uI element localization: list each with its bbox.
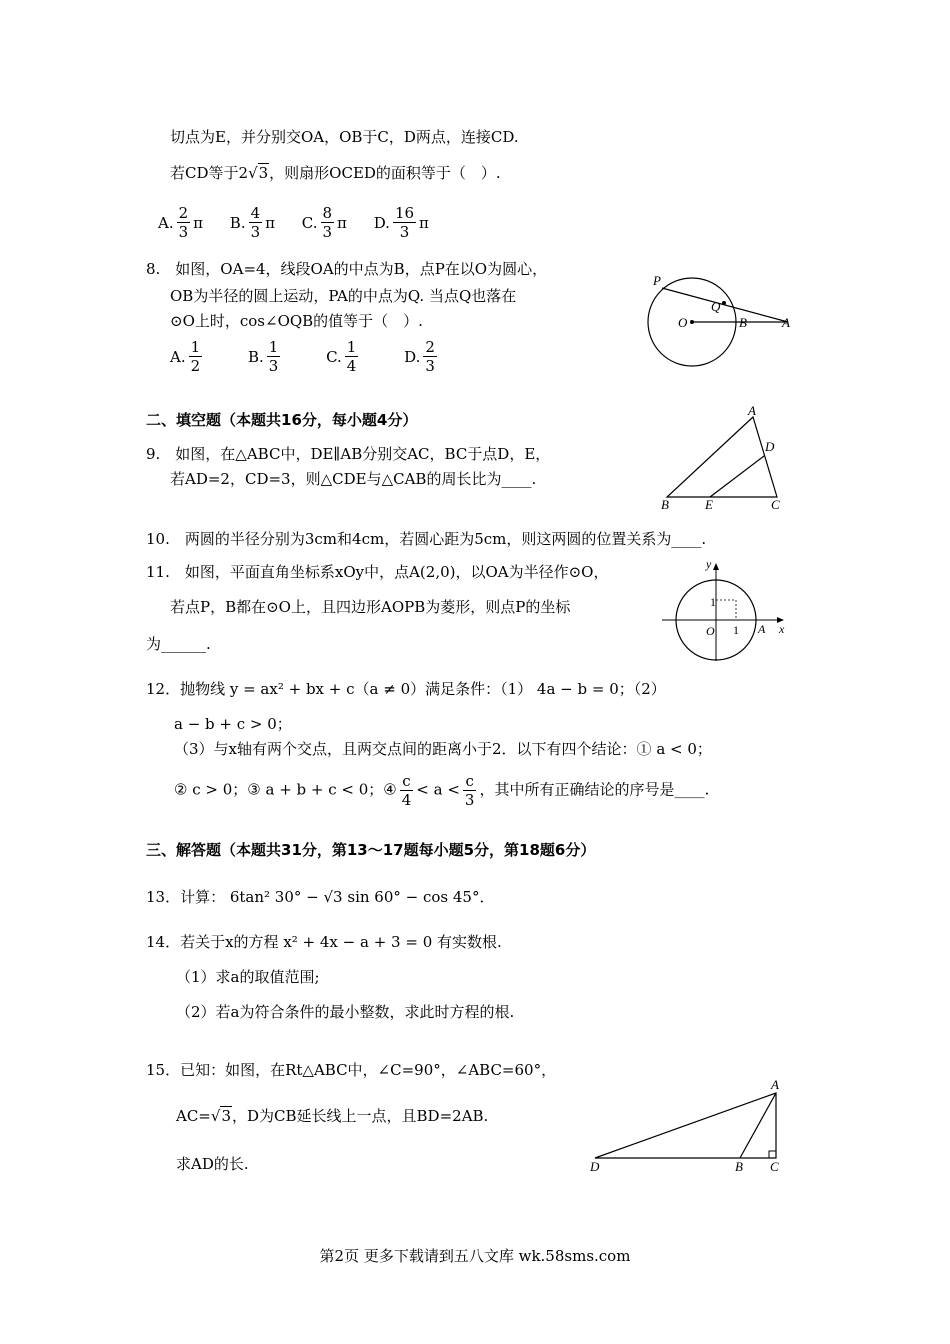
q7-option-d: D. $\frac{16}{3}$ π (373, 204, 429, 241)
q8-option-b: B. $\frac{1}{3}$ (247, 338, 279, 375)
q9-label-c: C (771, 497, 780, 512)
q9-label-a: A (748, 405, 756, 418)
q15-right-angle-mark (769, 1151, 776, 1158)
q7-line1: 切点为E，并分别交OA，OB于C，D两点，连接CD. (170, 128, 519, 146)
q7-line2: 若CD等于2√3，则扇形OCED的面积等于（ ）. (170, 164, 501, 182)
section-3-heading: 三、解答题（本题共31分，第13～17题每小题5分，第18题6分） (146, 841, 596, 859)
q11-line1: 11. 如图，平面直角坐标系xOy中，点A(2,0)，以OA为半径作⊙O， (146, 563, 609, 581)
q11-y-arrow-icon (713, 563, 719, 570)
q15-figure (585, 1075, 790, 1175)
q11-label-y: y (706, 557, 712, 571)
q7-option-a: A. $\frac{2}{3}$ π (158, 204, 204, 241)
q8-point-o (690, 320, 694, 324)
q9-label-d: D (765, 439, 775, 454)
q8-figure (640, 260, 800, 370)
q8-label-q: Q (711, 299, 721, 314)
q14-line3: （2）若a为符合条件的最小整数，求此时方程的根. (176, 1003, 515, 1021)
page-footer: 第2页 更多下载请到五八文库 wk.58sms.com (319, 1247, 631, 1265)
q12-line4: ② c > 0；③ a + b + c < 0；④ $\frac{c}{4}$ < a < $\frac{c}{3}$ ，其中所有正确结论的序号是____. (174, 772, 710, 809)
q9-line1: 9. 如图，在△ABC中，DE∥AB分别交AC，BC于点D，E， (146, 445, 551, 463)
q9-label-b: B (661, 497, 669, 512)
q8-label-p: P (653, 273, 661, 288)
q11-label-o: O (706, 624, 715, 638)
q8-line2: OB为半径的圆上运动，PA的中点为Q. 当点Q也落在 (170, 287, 517, 305)
q11-line2: 若点P，B都在⊙O上，且四边形AOPB为菱形，则点P的坐标 (170, 598, 571, 616)
q11-label-1y: 1 (710, 595, 716, 609)
q8-line3: ⊙O上时，cos∠OQB的值等于（ ）. (170, 312, 423, 330)
q7-options (158, 204, 451, 241)
q9-label-e: E (705, 497, 713, 512)
q10-line: 10. 两圆的半径分别为3cm和4cm，若圆心距为5cm，则这两圆的位置关系为____. (146, 530, 707, 548)
q8-point-q (722, 301, 726, 305)
q8-label-o: O (678, 315, 688, 330)
q8-label-b: B (739, 315, 747, 330)
q12-line2: a − b + c > 0； (174, 715, 292, 733)
q9-line2: 若AD=2，CD=3，则△CDE与△CAB的周长比为____. (170, 470, 537, 488)
q12-line3: （3）与x轴有两个交点，且两交点间的距离小于2．以下有四个结论：① a < 0； (174, 740, 712, 758)
q15-triangle-adc (595, 1093, 776, 1158)
q15-label-c: C (770, 1159, 779, 1174)
q11-line3: 为______. (146, 635, 211, 653)
q15-line3: 求AD的长. (176, 1155, 249, 1173)
q8-option-d: D. $\frac{2}{3}$ (404, 338, 435, 375)
q9-figure (655, 405, 785, 515)
q15-line1: 15．已知：如图，在Rt△ABC中，∠C=90°，∠ABC=60°， (146, 1061, 557, 1079)
q7-option-b: B. $\frac{4}{3}$ π (229, 204, 275, 241)
q14-line1: 14．若关于x的方程 x² + 4x − a + 3 = 0 有实数根. (146, 933, 502, 951)
q8-line1: 8. 如图，OA=4，线段OA的中点为B，点P在以O为圆心， (146, 260, 548, 278)
q9-triangle-abc (667, 417, 777, 497)
q8-options (170, 338, 462, 375)
q13-line: 13．计算： 6tan² 30° − √3 sin 60° − cos 45°． (146, 888, 495, 906)
q11-label-a: A (758, 622, 766, 636)
q11-label-1x: 1 (733, 623, 739, 637)
section-2-heading: 二、填空题（本题共16分，每小题4分） (146, 411, 418, 429)
q15-label-d: D (590, 1159, 600, 1174)
q12-line1: 12．抛物线 y = ax² + bx + c（a ≠ 0）满足条件：（1） 4a − b = 0；（2） (146, 680, 666, 698)
q7-option-c: C. $\frac{8}{3}$ π (301, 204, 347, 241)
q11-figure (658, 555, 788, 665)
q15-line2: AC=√3，D为CB延长线上一点，且BD=2AB. (176, 1107, 489, 1125)
q15-label-b: B (735, 1159, 743, 1174)
q8-option-a: A. $\frac{1}{2}$ (170, 338, 201, 375)
q15-label-a: A (771, 1077, 779, 1092)
q14-line2: （1）求a的取值范围; (176, 968, 320, 986)
q9-segment-de (710, 456, 764, 497)
q11-label-x: x (779, 622, 785, 636)
q8-label-a: A (782, 315, 790, 330)
q15-segment-ab (740, 1093, 776, 1158)
q8-option-c: C. $\frac{1}{4}$ (326, 338, 357, 375)
